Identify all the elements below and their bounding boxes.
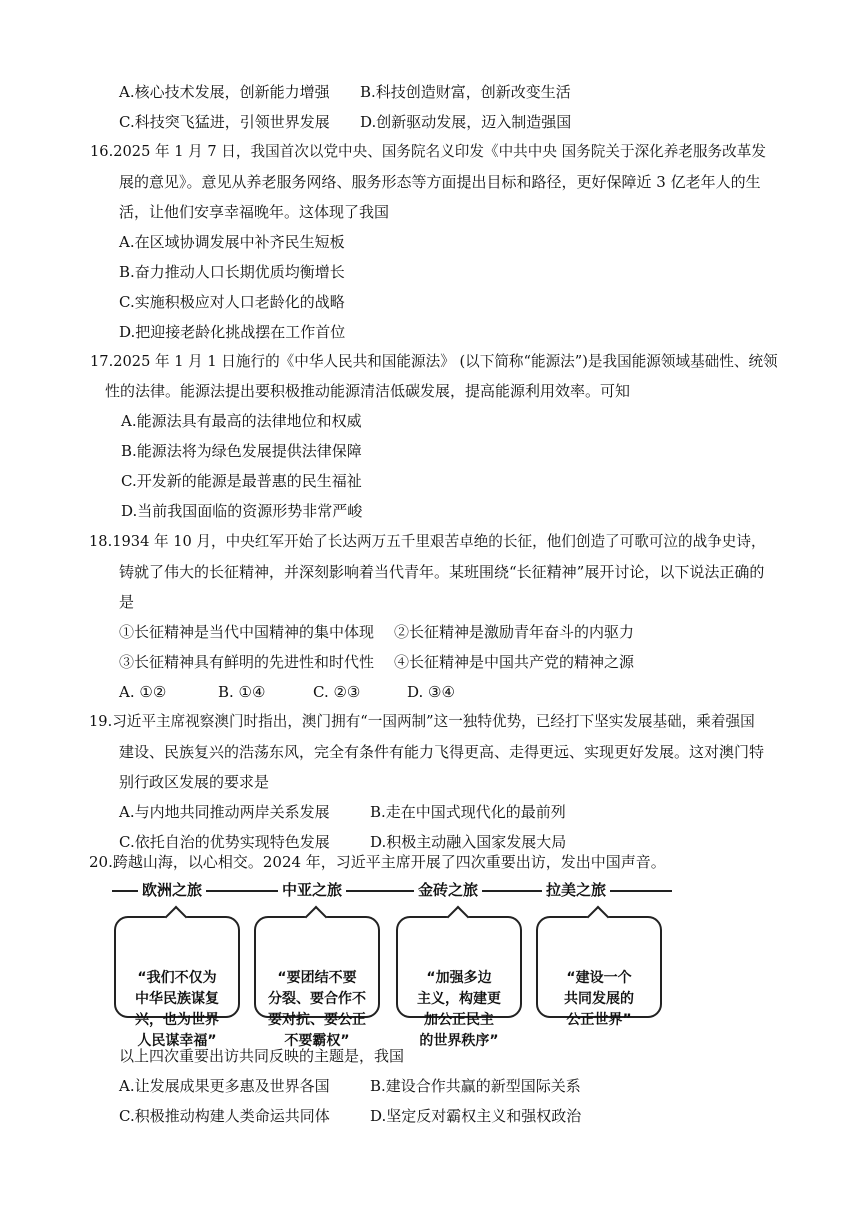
q19-option-d: D.积极主动融入国家发展大局: [370, 833, 567, 851]
q18-stem-line1: 18.1934 年 10 月，中央红军开始了长达两万五千里艰苦卓绝的长征，他们创造了可歌可泣的战争史诗，: [89, 533, 766, 550]
visit-timeline-figure: [112, 880, 672, 1049]
q18-statement-4: ④长征精神是中国共产党的精神之源: [394, 653, 635, 671]
q15-option-c: C.科技突飞猛进，引领世界发展: [119, 113, 330, 131]
quote-text-brics: “加强多边 主义，构建更 加公正民主 的世界秩序”: [417, 970, 501, 1049]
q20-option-d: D.坚定反对霸权主义和强权政治: [370, 1107, 582, 1125]
quote-bubble-brics: [396, 916, 522, 1049]
trip-label-central-asia: 中亚之旅: [278, 880, 346, 900]
q18-stem-line3: 是: [119, 593, 135, 611]
quote-bubble-central-asia: [254, 916, 380, 1049]
q15-option-d: D.创新驱动发展，迈入制造强国: [360, 113, 572, 131]
q16-stem-line1: 16.2025 年 1 月 7 日，我国首次以党中央、国务院名义印发《中共中央 国务院关于深化养老服务改革发: [90, 143, 766, 160]
q17-option-b: B.能源法将为绿色发展提供法律保障: [121, 442, 362, 460]
q18-option-c: C. ②③: [313, 683, 361, 701]
q18-option-a: A. ①②: [119, 683, 167, 701]
q18-statement-2: ②长征精神是激励青年奋斗的内驱力: [394, 623, 635, 641]
q20-option-a: A.让发展成果更多惠及世界各国: [119, 1077, 330, 1095]
q17-option-a: A.能源法具有最高的法律地位和权威: [121, 412, 362, 430]
quote-text-europe: “我们不仅为 中华民族谋复 兴，也为世界 人民谋幸福”: [135, 970, 219, 1049]
q19-stem-line3: 别行政区发展的要求是: [119, 773, 270, 791]
q20-stem-line1: 20.跨越山海，以心相交。2024 年，习近平主席开展了四次重要出访，发出中国声音。: [89, 853, 666, 871]
q18-option-b: B. ①④: [218, 683, 266, 701]
q20-question: 以上四次重要出访共同反映的主题是，我国: [119, 1047, 405, 1065]
q17-option-d: D.当前我国面临的资源形势非常严峻: [121, 502, 363, 520]
q20-option-b: B.建设合作共赢的新型国际关系: [370, 1077, 581, 1095]
q15-option-a: A.核心技术发展，创新能力增强: [119, 83, 330, 101]
q16-option-d: D.把迎接老龄化挑战摆在工作首位: [119, 323, 346, 341]
q16-stem-line2: 展的意见》。意见从养老服务网络、服务形态等方面提出目标和路径，更好保障近 3 亿老年人的生: [119, 173, 761, 191]
q17-stem-line1: 17.2025 年 1 月 1 日施行的《中华人民共和国能源法》 (以下简称“能源法”)是我国能源领域基础性、统领: [90, 353, 778, 370]
q19-option-a: A.与内地共同推动两岸关系发展: [119, 803, 330, 821]
q16-option-c: C.实施积极应对人口老龄化的战略: [119, 293, 345, 311]
quote-bubble-latin-america: [536, 916, 662, 1028]
q20-option-c: C.积极推动构建人类命运共同体: [119, 1107, 330, 1125]
q19-option-c: C.依托自治的优势实现特色发展: [119, 833, 330, 851]
trip-label-europe: 欧洲之旅: [138, 880, 206, 900]
q16-option-b: B.奋力推动人口长期优质均衡增长: [119, 263, 345, 281]
q19-stem-line1: 19.习近平主席视察澳门时指出，澳门拥有“一国两制”这一独特优势，已经打下坚实发展基础，乘着强国: [89, 713, 755, 730]
q18-stem-line2: 铸就了伟大的长征精神，并深刻影响着当代青年。某班围绕“长征精神”展开讨论，以下说法正确的: [119, 563, 765, 581]
q19-stem-line2: 建设、民族复兴的浩荡东风，完全有条件有能力飞得更高、走得更远、实现更好发展。这对澳门特: [119, 743, 765, 761]
trip-label-latin-america: 拉美之旅: [542, 880, 610, 900]
q18-option-d: D. ③④: [407, 683, 455, 701]
q16-stem-line3: 活，让他们安享幸福晚年。这体现了我国: [119, 203, 390, 221]
quote-bubble-europe: [114, 916, 240, 1049]
q17-stem-line2: 性的法律。能源法提出要积极推动能源清洁低碳发展，提高能源利用效率。可知: [105, 382, 631, 400]
q18-statement-1: ①长征精神是当代中国精神的集中体现: [119, 623, 375, 641]
quote-text-central-asia: “要团结不要 分裂、要合作不 要对抗、要公正 不要霸权”: [268, 970, 366, 1049]
q18-statement-3: ③长征精神具有鲜明的先进性和时代性: [119, 653, 375, 671]
q17-option-c: C.开发新的能源是最普惠的民生福祉: [121, 472, 362, 490]
q16-option-a: A.在区域协调发展中补齐民生短板: [119, 233, 345, 251]
q15-option-b: B.科技创造财富，创新改变生活: [360, 83, 571, 101]
q19-option-b: B.走在中国式现代化的最前列: [370, 803, 566, 821]
quote-text-latin-america: “建设一个 共同发展的 公正世界”: [564, 970, 634, 1028]
trip-label-brics: 金砖之旅: [414, 880, 482, 900]
